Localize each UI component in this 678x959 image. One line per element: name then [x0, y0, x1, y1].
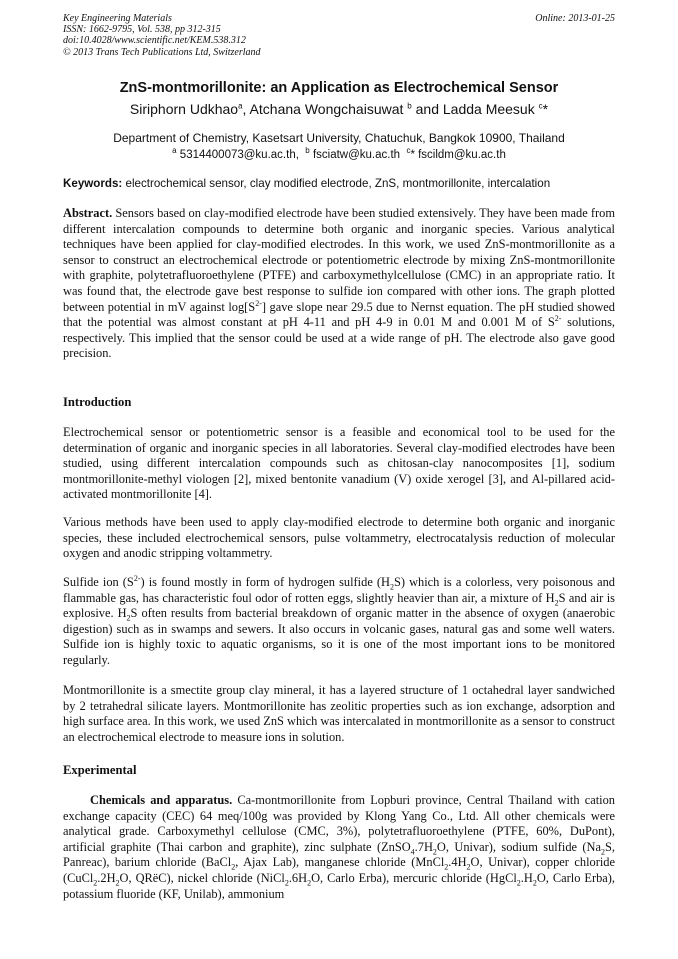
email: * fscildm@ku.ac.th	[410, 149, 506, 161]
corresponding-star: *	[542, 101, 549, 117]
keywords-text: electrochemical sensor, clay modified electrode, ZnS, montmorillonite, intercalation	[122, 177, 551, 190]
author-emails	[0, 146, 678, 161]
abstract-text: ] gave slope near 29.5 due to Nernst equation. The pH studied showed that the potential was almost constant at pH 4-11 and pH 4-9 in 0.01 M and 0.001 M of S	[63, 299, 615, 330]
intro-paragraph-2: Various methods have been used to apply clay-modified electrode to determine both organic and inorganic species, these included electrochemical sensors, pulse voltammetry, electrocatalysis reduction of molecular oxygen and anodic stripping voltammetry.	[63, 515, 615, 561]
superscript: 2-	[255, 298, 262, 308]
author-name: , Atchana Wongchaisuwat	[242, 101, 408, 117]
subsection-label: Chemicals and apparatus.	[90, 793, 233, 807]
email: fsciatw@ku.ac.th	[309, 149, 401, 161]
author-marker: b	[407, 101, 412, 111]
issn-line: ISSN: 1662-9795, Vol. 538, pp 312-315	[63, 24, 221, 36]
author-name: Siriphorn Udkhao	[129, 101, 239, 117]
author-marker: c	[538, 101, 543, 111]
superscript: 2-	[554, 314, 562, 324]
paper-title: ZnS-montmorillonite: an Application as Electrochemical Sensor	[119, 80, 559, 96]
abstract	[63, 206, 615, 362]
copyright-line: © 2013 Trans Tech Publications Ltd, Switzerland	[63, 46, 261, 58]
introduction-heading: Introduction	[63, 395, 132, 409]
journal-header	[63, 13, 615, 58]
abstract-text: solutions, respectively. This implied that the sensor could be used at a wide range of pH. The electrode also gave good precision.	[63, 315, 615, 361]
doi-line: doi:10.4028/www.scientific.net/KEM.538.312	[63, 35, 246, 47]
author-list	[0, 101, 678, 117]
online-date: Online: 2013-01-25	[535, 13, 615, 24]
experimental-paragraph: Chemicals and apparatus. Ca-montmorillonite from Lopburi province, Central Thailand with cation exchange capacity (CEC) 64 meq/100g was provided by Klong Yang Co., Ltd. All other chemicals were analytical grade. Carboxymethyl cellulose (CMC, 3%), polytetrafluoroethylene (PTFE, 60%, DuPont), artificial graphite (Thai carbon and graphite), zinc sulphate ($ZnSO_4.7H_2O$, Univar), sodium sulfide ($Na_2S$, Panreac), barium chloride (BaCl$_2$, Ajax Lab), manganese chloride ($MnCl_2.4H_2O$, Univar), copper chloride ($CuCl_2.2H_2O$, QRëC), nickel chloride ($NiCl_2.6H_2O$, Carlo Erba), mercuric chloride ($HgCl_2.H_2O$, Carlo Erba), potassium fluoride (KF, Unilab), ammonium	[63, 793, 615, 901]
email-marker: b	[305, 146, 310, 156]
keywords-label: Keywords:	[63, 177, 123, 190]
abstract-label: Abstract.	[63, 206, 113, 220]
intro-paragraph-4: Montmorillonite is a smectite group clay mineral, it has a layered structure of 1 octahedral layer sandwiched by 2 tetrahedral silicate layers. Montmorillonite has zeolitic properties such as ion exchange, adsorption and high surface area. In this work, we used ZnS which was intercalated in montmorillonite as a sensor to construct an electrochemical electrode to measure ions in solution.	[63, 683, 615, 744]
author-marker: a	[238, 101, 243, 111]
experimental-heading: Experimental	[63, 763, 137, 777]
keywords	[63, 177, 623, 190]
email: 5314400073@ku.ac.th,	[176, 149, 299, 161]
abstract-text: Sensors based on clay-modified electrode have been studied extensively. They have been made from different intercalation compounds to determine both organic and inorganic species. Various analytical techniques have been applied for clay-modified electrodes. In this work, we used ZnS-montmorillonite as a sensor to construct an electrochemical electrode or potentiometric electrode by mixing ZnS-montmorillonite with graphite, polytetrafluoroethylene (PTFE) and carboxymethylcellulose (CMC) in an appropriate ratio. It was found that, the electrode gave best response to sulfide ion compared with other ions. The graph plotted between potential in mV against log[S	[63, 206, 615, 314]
author-name: and Ladda Meesuk	[411, 101, 539, 117]
intro-paragraph-3: Sulfide ion $(S^{2-})$ is found mostly in form of hydrogen sulfide $(H_2S)$ which is a colorless, very poisonous and flammable gas, has characteristic foul odor of rotten eggs, slightly heavier than air, a mixture of $H_2S$ and air is explosive. $H_2S$ often results from bacterial breakdown of organic matter in the absence of oxygen (anaerobic digestion) such as in swamps and sewers. It also occurs in volcanic gases, natural gas and some well waters. Sulfide ion is highly toxic to aquatic organisms, so it is one of the most important ions to be monitored regularly.	[63, 573, 616, 667]
intro-paragraph-1: Electrochemical sensor or potentiometric sensor is a feasible and economical tool to be used for the determination of organic and inorganic species in all laboratories. Several clay-modified electrodes have been studied, using different intercalation compounds such as chitosan-clay nanocomposites [1], sodium montmorillonite-methyl viologen [2], mixed bentonite vanadium (V) oxide xerogel [3], and Al-pillared acid-activated montmorillonite [4].	[63, 425, 615, 502]
journal-name: Key Engineering Materials	[63, 13, 172, 24]
email-marker: a	[172, 146, 177, 156]
email-marker: c	[406, 146, 411, 156]
affiliation: Department of Chemistry, Kasetsart University, Chatuchuk, Bangkok 10900, Thailand	[113, 131, 565, 145]
